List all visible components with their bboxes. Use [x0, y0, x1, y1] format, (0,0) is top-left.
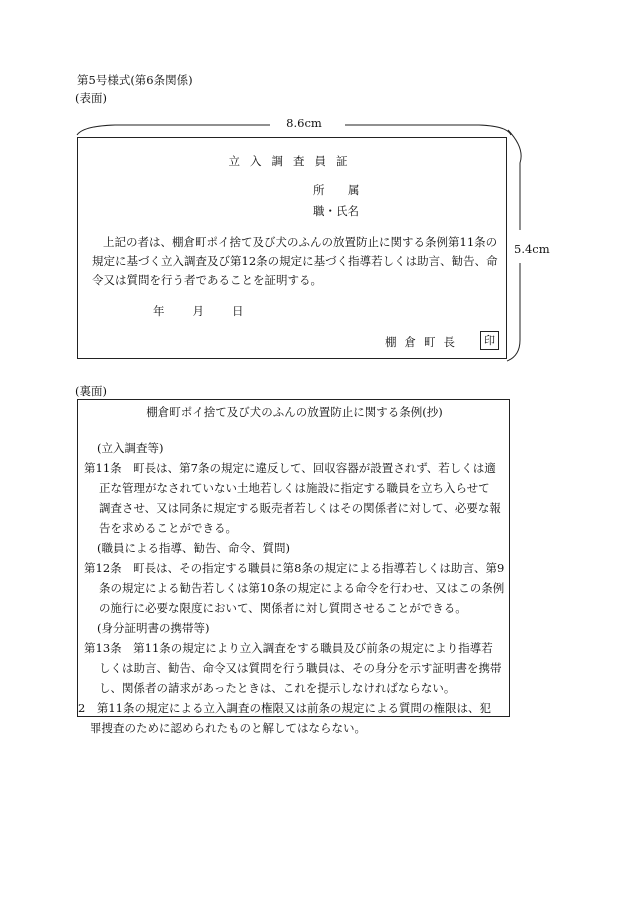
card-title: 立入調査員証 [228, 154, 358, 168]
article-11: 第11条 町長は、第7条の規定に違反して、回収容器が設置されず、若しくは適 [84, 461, 496, 475]
article-11-line: 調査させ、又は同条に規定する販売者若しくはその関係者に対して、必要な報 [99, 501, 501, 515]
section-heading: (身分証明書の携帯等) [97, 621, 210, 635]
article-13: 第13条 第11条の規定により立入調査をする職員及び前条の規定により指導若 [84, 641, 493, 655]
article-12-line: 条の規定による勧告若しくは第10条の規定による命令を行わせ、又はこの条例 [99, 581, 505, 595]
article-13-line: しくは助言、勧告、命令又は質問を行う職員は、その身分を示す証明書を携帯 [99, 661, 502, 675]
issuer-name: 棚倉町長 [385, 335, 463, 349]
form-number: 第5号様式(第6条関係) [77, 73, 193, 87]
date-month: 月 [192, 304, 204, 318]
article-13-paragraph-2-line: 罪捜査のために認められたものと解してはならない。 [90, 721, 366, 735]
front-side-label: (表面) [75, 91, 107, 105]
card-width-label: 8.6cm [286, 116, 322, 130]
article-11-line: 正な管理がなされていない土地若しくは施設に指定する職員を立ち入らせて [99, 481, 490, 495]
ordinance-title: 棚倉町ポイ捨て及び犬のふんの放置防止に関する条例(抄) [146, 405, 443, 419]
article-13-line: し、関係者の請求があったときは、これを提示しなければならない。 [99, 681, 456, 695]
section-heading: (立入調査等) [97, 441, 164, 455]
card-height-label: 5.4cm [514, 242, 550, 256]
certification-text: 上記の者は、棚倉町ポイ捨て及び犬のふんの放置防止に関する条例第11条の規定に基づく立入調査及び第12条の規定に基づく指導若しくは助言、勧告、命令又は質問を行う者であることを証明する。 [92, 235, 498, 287]
section-heading: (職員による指導、勧告、命令、質問) [97, 541, 290, 555]
article-11-line: 告を求めることができる。 [99, 521, 237, 535]
id-card-back [77, 399, 510, 735]
date-year: 年 [153, 304, 165, 318]
id-card-front [77, 137, 507, 359]
seal-stamp: 印 [480, 331, 499, 350]
article-13-paragraph-2: 2 第11条の規定による立入調査の権限又は前条の規定による質問の権限は、犯 [78, 701, 491, 715]
name-label: 職・氏名 [313, 204, 359, 218]
back-side-label: (裏面) [75, 384, 107, 398]
issue-date [153, 303, 272, 319]
date-day: 日 [232, 304, 244, 318]
affiliation-label: 所 属 [313, 183, 366, 197]
article-12: 第12条 町長は、その指定する職員に第8条の規定による指導若しくは助言、第9 [84, 561, 505, 575]
article-12-line: の施行に必要な限度において、関係者に対し質問させることができる。 [99, 601, 467, 615]
